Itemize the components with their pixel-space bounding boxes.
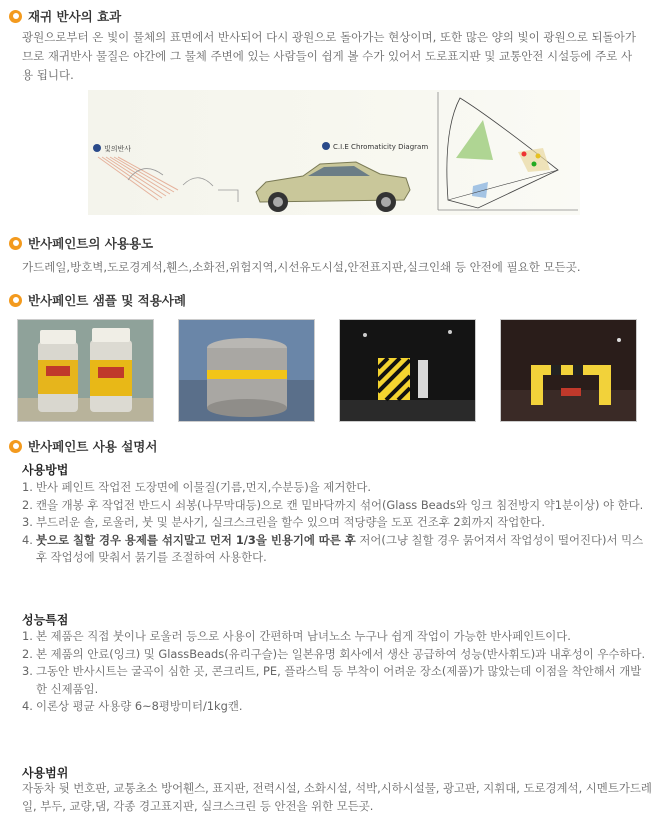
list-item: 2. 본 제품의 안료(잉크) 및 GlassBeads(유리구슬)는 일본유명 회사에서 생산 공급하여 성능(반사휘도)과 내후성이 우수하다. xyxy=(22,646,646,661)
list-item: 4. 붓으로 칠할 경우 용제를 섞지말고 먼저 1/3을 빈용기에 따른 후 저어(그냥 칠할 경우 묽어져서 작업성이 떨어진다)서 믹스후 작업성에 맞춰서 묽기를 조절하여 사용한다. xyxy=(22,532,644,564)
list-item: 3. 부드러운 솔, 로울러, 붓 및 분사기, 실크스크린을 할수 있으며 적당량을 도포 건조후 2회까지 작업한다. xyxy=(22,515,545,529)
performance-heading: 성능특점 xyxy=(22,613,69,627)
paint-cans-photo xyxy=(17,319,154,422)
list-item: 1. 반사 페인트 작업전 도장면에 이물질(기름,먼지,수분등)을 제거한다. xyxy=(22,480,371,494)
usage-method-heading: 사용방법 xyxy=(22,463,69,477)
night-barrier-photo xyxy=(339,319,476,422)
night-gate-photo xyxy=(500,319,637,422)
list-item: 4. 이론상 평균 사용량 6~8평방미터/1kg캔. xyxy=(22,699,243,713)
retroreflection-figure xyxy=(88,90,580,215)
circle-bullet-icon xyxy=(9,294,22,307)
performance-list xyxy=(22,628,652,716)
usage-method-list xyxy=(22,479,652,567)
figure-label-right: C.I.E Chromaticity Diagram xyxy=(333,143,429,151)
circle-bullet-icon xyxy=(9,237,22,250)
effect-description: 광원으로부터 온 빛이 물체의 표면에서 반사되어 다시 광원으로 돌아가는 현상이며, 또한 많은 양의 빛이 광원으로 되돌아가므로 재귀반사 물질은 야간에 그 물체 주변에 있는 사람들이 쉽게 볼 수가 있어서 도로표지판 및 교통안전 시설등에 주로 사용 됩니다. xyxy=(22,30,636,82)
section-title-text: 반사페인트 사용 설명서 xyxy=(28,439,158,454)
section-title-text: 반사페인트 샘플 및 적용사례 xyxy=(28,293,186,308)
section-title-effect xyxy=(9,7,121,25)
section-title-text: 재귀 반사의 효과 xyxy=(28,9,122,24)
retroreflection-diagram xyxy=(88,90,580,215)
list-item: 2. 캔을 개봉 후 작업전 반드시 쇠봉(나무막대등)으로 캔 밑바닥까지 섞어(Glass Beads와 잉크 침전방지 약1분이상) 야 한다. xyxy=(22,497,644,512)
list-item: 1. 본 제품은 직접 붓이나 로울러 등으로 사용이 간편하며 남녀노소 누구나 쉽게 작업이 가능한 반사페인트이다. xyxy=(22,629,571,643)
scope-heading: 사용범위 xyxy=(22,766,69,780)
circle-bullet-icon xyxy=(9,10,22,23)
figure-label-left: 빛의반사 xyxy=(104,145,132,153)
section-title-usage xyxy=(9,234,153,252)
section-title-text: 반사페인트의 사용용도 xyxy=(28,236,154,251)
usage-description: 가드레일,방호벽,도로경계석,휀스,소화전,위험지역,시선유도시설,안전표지판,실크인쇄 등 안전에 필요한 모든곳. xyxy=(22,260,581,274)
bollard-photo xyxy=(178,319,315,422)
section-title-samples xyxy=(9,291,186,309)
chromaticity-chart xyxy=(438,92,578,210)
list-item: 3. 그동안 반사시트는 굴곡이 심한 곳, 콘크리트, PE, 플라스틱 등 부착이 어려운 장소(제품)가 많았는데 이점을 착안해서 개발한 신제품임. xyxy=(22,664,642,696)
scope-text: 자동차 뒷 번호판, 교통초소 방어휀스, 표지판, 전력시설, 소화시설, 석박,시하시설물, 광고판, 지휘대, 도로경계석, 시멘트가드레일, 부두, 교량,댐, 각종 경고표지판, 실크스크린 등 안전을 위한 모든곳. xyxy=(22,781,652,813)
circle-bullet-icon xyxy=(9,440,22,453)
car-illustration xyxy=(256,162,410,212)
section-title-manual xyxy=(9,437,157,455)
